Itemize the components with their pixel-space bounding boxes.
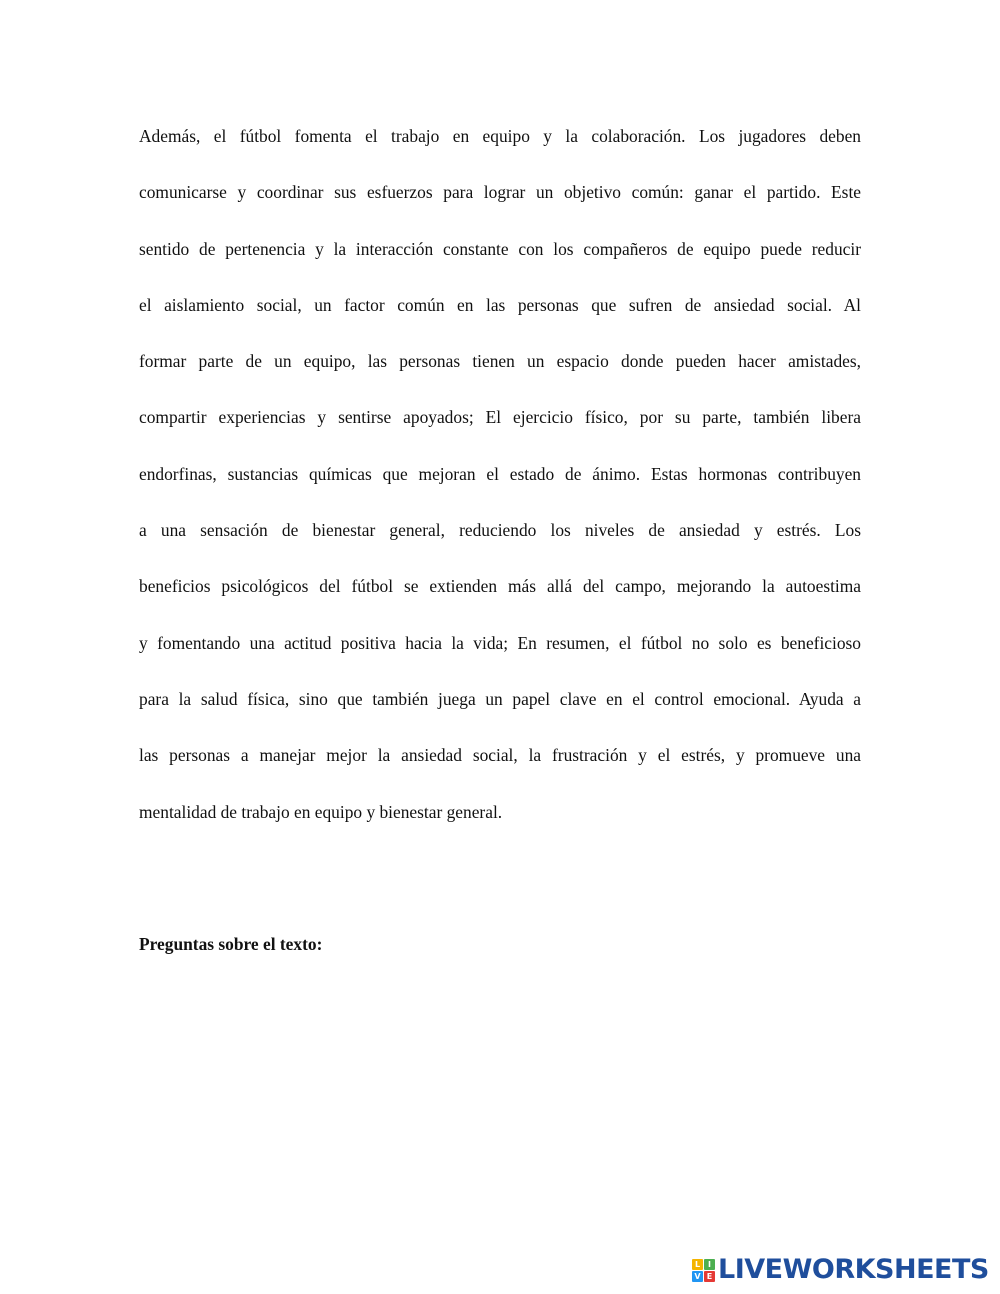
section-heading: Preguntas sobre el texto: bbox=[139, 934, 323, 954]
paragraph-line: las personas a manejar mejor la ansiedad social, la frustración y el estrés, y promueve una bbox=[139, 745, 861, 766]
paragraph-line: beneficios psicológicos del fútbol se extienden más allá del campo, mejorando la autoestima bbox=[139, 576, 861, 597]
paragraph-line: sentido de pertenencia y la interacción constante con los compañeros de equipo puede reducir bbox=[139, 238, 861, 259]
paragraph-line: el aislamiento social, un factor común en las personas que sufren de ansiedad social. Al bbox=[139, 294, 861, 315]
paragraph-line: para la salud física, sino que también juega un papel clave en el control emocional. Ayuda a bbox=[139, 688, 861, 709]
logo-text: LIVEWORKSHEETS bbox=[718, 1254, 989, 1285]
paragraph-line: Además, el fútbol fomenta el trabajo en equipo y la colaboración. Los jugadores deben bbox=[139, 126, 861, 146]
paragraph-line: formar parte de un equipo, las personas tienen un espacio donde pueden hacer amistades, bbox=[139, 351, 861, 372]
paragraph-line: mentalidad de trabajo en equipo y bienestar general. bbox=[139, 801, 503, 822]
paragraph-line: comunicarse y coordinar sus esfuerzos para lograr un objetivo común: ganar el partido. Este bbox=[139, 182, 861, 203]
logo-mark-icon bbox=[692, 1259, 715, 1282]
paragraph-line: compartir experiencias y sentirse apoyados; El ejercicio físico, por su parte, también libera bbox=[139, 407, 861, 428]
logo-mark-letter: L bbox=[692, 1259, 703, 1270]
paragraph-line: endorfinas, sustancias químicas que mejoran el estado de ánimo. Estas hormonas contribuyen bbox=[139, 463, 861, 484]
logo-mark-letter: V bbox=[692, 1271, 703, 1282]
logo-mark-letter: I bbox=[704, 1259, 715, 1270]
logo-mark-letter: E bbox=[704, 1271, 715, 1282]
body-paragraph bbox=[139, 108, 861, 840]
paragraph-line: y fomentando una actitud positiva hacia la vida; En resumen, el fútbol no solo es beneficioso bbox=[139, 632, 861, 653]
paragraph-line: a una sensación de bienestar general, reduciendo los niveles de ansiedad y estrés. Los bbox=[139, 520, 861, 541]
liveworksheets-logo bbox=[692, 1255, 989, 1285]
